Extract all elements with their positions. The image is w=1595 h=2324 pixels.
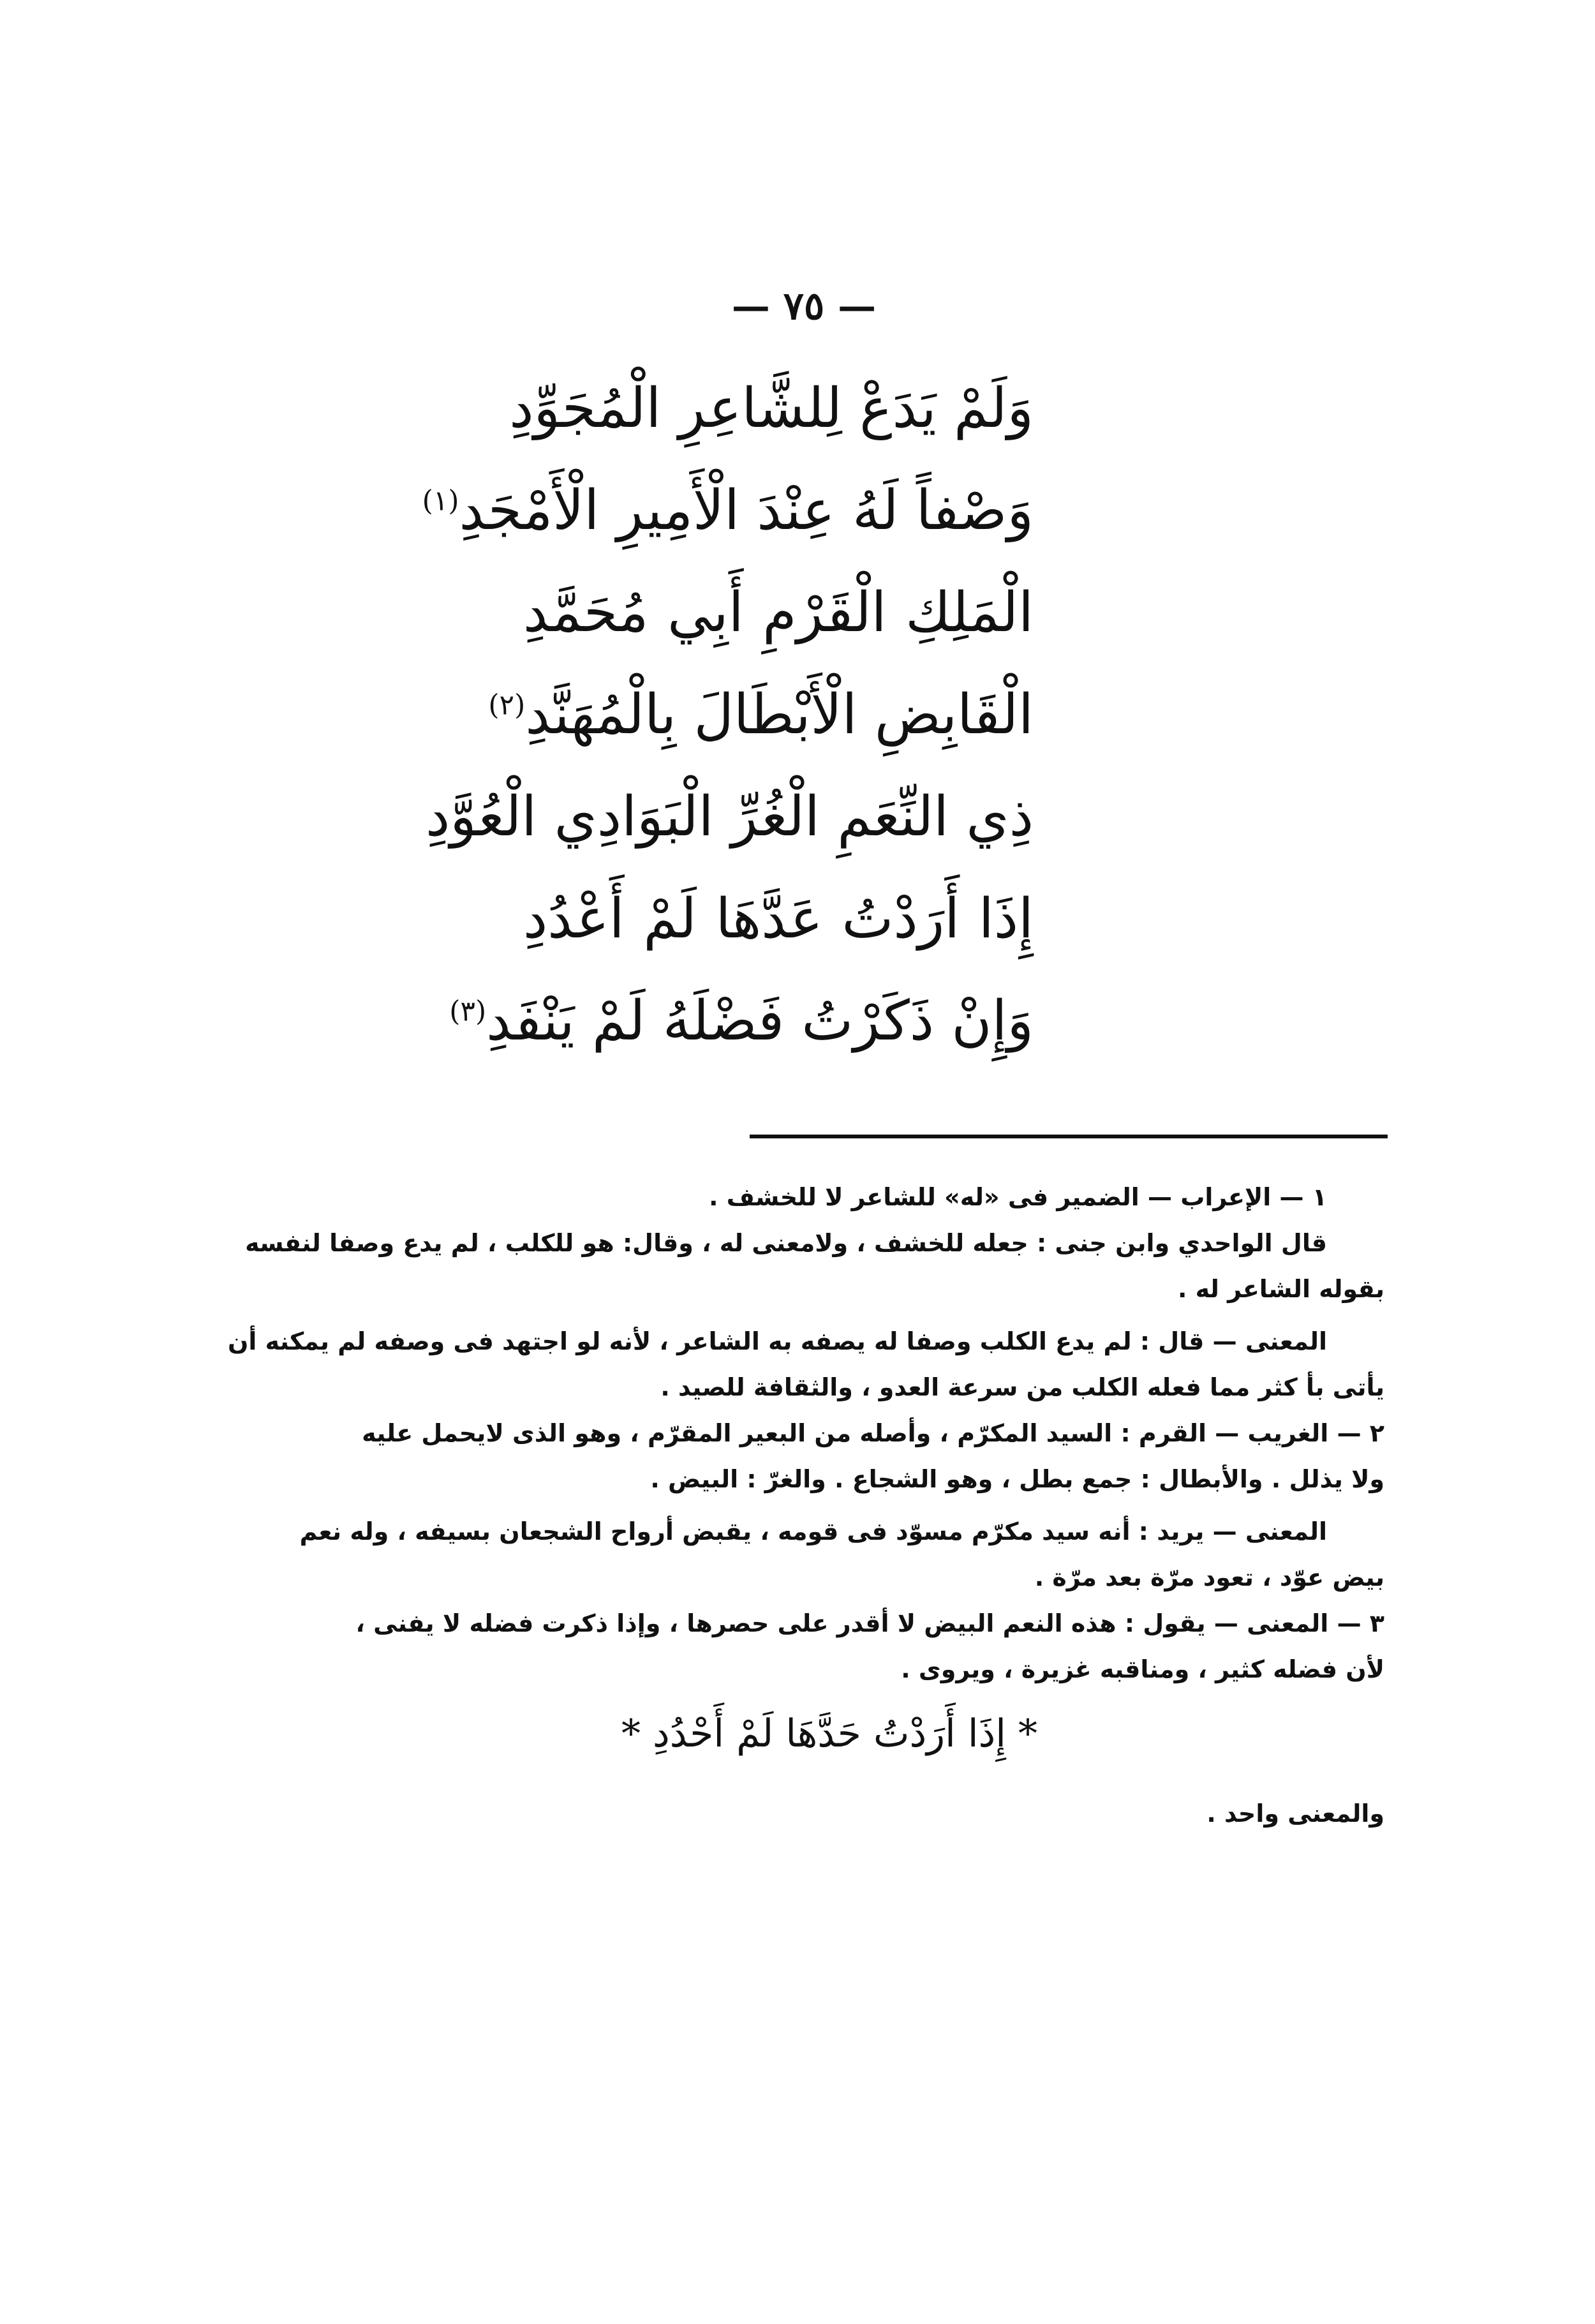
verse-line [509,357,1034,459]
verse-text: الْمَلِكِ الْقَرْمِ أَبِي مُحَمَّدِ [523,581,1034,644]
note-line: المعنى — قال : لم يدع الكلب وصفا له يصفه به الشاعر ، لأنه لو اجتهد فى وصفه لم يمكنه أن [227,1327,1327,1355]
verse-line [523,868,1034,970]
verse-line [422,459,1034,562]
quoted-verse: * إِذَا أَرَدْتُ حَدَّهَا لَمْ أَحْدُدِ * [621,1711,1038,1756]
verse-text: وَإِنْ ذَكَرْتُ فَضْلَهُ لَمْ يَنْفَدِ [486,989,1034,1053]
note-line: المعنى — يريد : أنه سيد مكرّم مسوّد فى قومه ، يقبض أرواح الشجعان بسيفه ، وله نعم [299,1517,1327,1546]
note-line: يأتى بأ كثر مما فعله الكلب من سرعة العدو ، والثقافة للصيد . [660,1373,1384,1401]
verse-text: وَلَمْ يَدَعْ لِلشَّاعِرِ الْمُجَوِّدِ [509,376,1034,440]
verse-line [488,664,1034,766]
note-line: قال الواحدي وابن جنى : جعله للخشف ، ولامعنى له ، وقال: هو للكلب ، لم يدع وصفا لنفسه [245,1229,1327,1257]
footnotes [211,1174,1384,1839]
note-line: ٢ — الغريب — القرم : السيد المكرّم ، وأصله من البعير المقرّم ، وهو الذى لايحمل عليه [362,1419,1384,1447]
verse-text: ذِي النِّعَمِ الْغُرِّ الْبَوَادِي الْعُوَّدِ [425,785,1034,849]
verse-text: وَصْفاً لَهُ عِنْدَ الْأَمِيرِ الْأَمْجَدِ [459,479,1034,542]
poem [422,357,1034,1072]
note-line: بيض عوّد ، تعود مرّة بعد مرّة . [1034,1563,1384,1591]
page-number: — ٧٥ — [731,284,877,329]
note-line: لأن فضله كثير ، ومناقبه غزيرة ، ويروى . [901,1655,1384,1683]
note-line: ١ — الإعراب — الضمير فى «له» للشاعر لا للخشف . [709,1183,1327,1211]
verse-text: الْقَابِضِ الْأَبْطَالَ بِالْمُهَنَّدِ [525,683,1034,747]
verse-line [449,970,1034,1072]
footnote-marker: (٣) [449,995,487,1028]
verse-line [425,766,1034,868]
note-line: ٣ — المعنى — يقول : هذه النعم البيض لا أقدر على حصرها ، وإذا ذكرت فضله لا يفنى ، [355,1609,1384,1637]
footnote-marker: (٢) [488,689,526,722]
footnote-marker: (١) [422,484,459,518]
closing-note: والمعنى واحد . [1206,1799,1384,1828]
note-line: ولا يذلل . والأبطال : جمع بطل ، وهو الشجاع . والغرّ : البيض . [650,1465,1384,1493]
footnote-separator [750,1135,1388,1138]
note-line: بقوله الشاعر له . [1177,1275,1384,1303]
verse-line [523,562,1034,664]
verse-text: إِذَا أَرَدْتُ عَدَّهَا لَمْ أَعْدُدِ [523,887,1034,951]
